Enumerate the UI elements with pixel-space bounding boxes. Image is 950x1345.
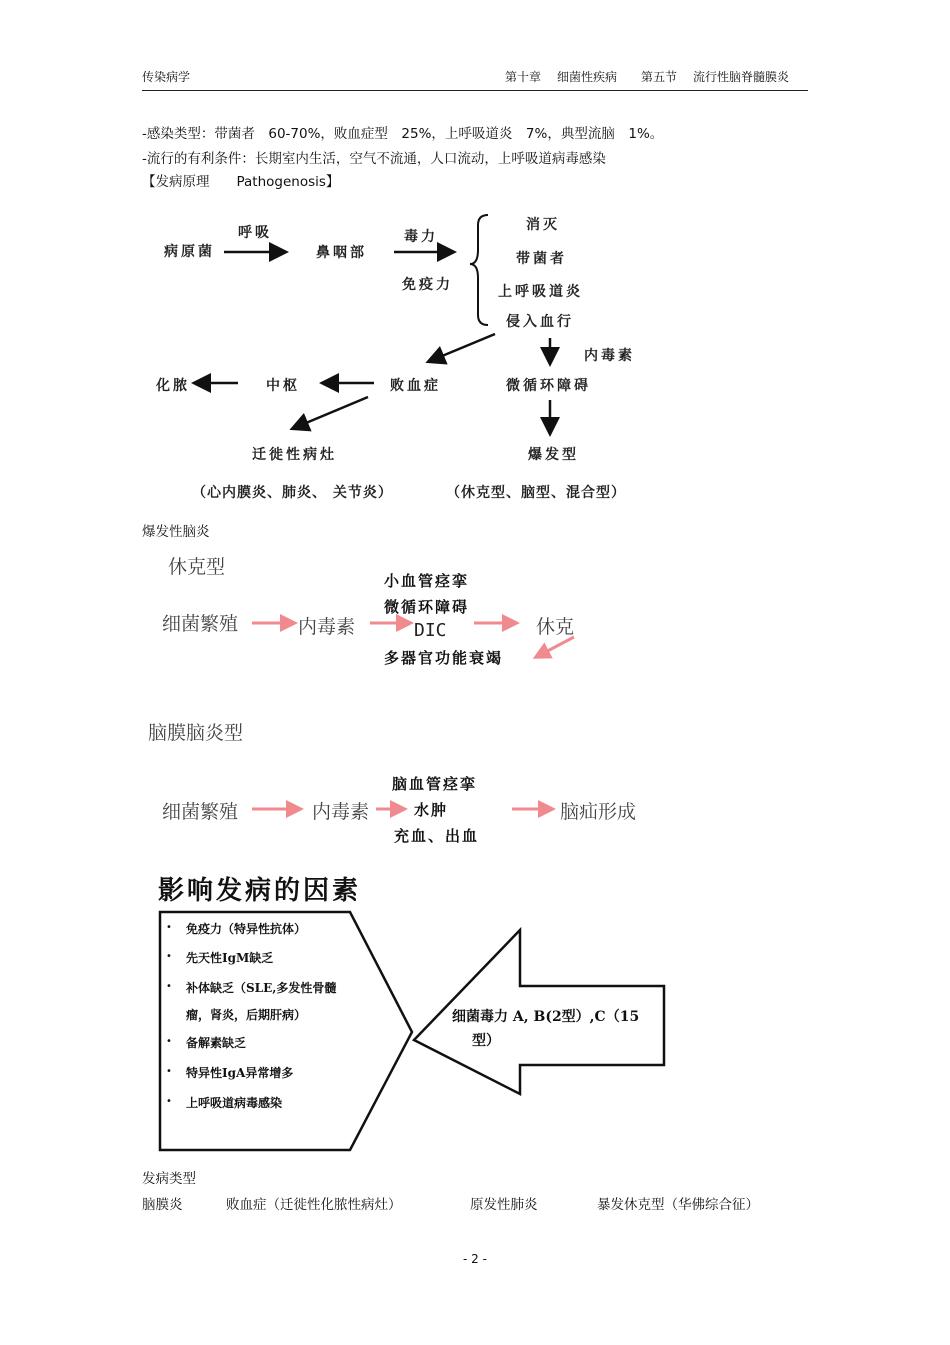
- bullet-icon: •: [166, 1066, 172, 1077]
- bullet-icon: •: [166, 922, 172, 933]
- label-virulence: 毒力: [404, 229, 438, 245]
- bullet-icon: •: [166, 981, 172, 992]
- node-pus: 化脓: [156, 378, 190, 394]
- fulminant-title: 爆发性脑炎: [142, 524, 210, 540]
- epidemic-conditions-line: -流行的有利条件：长期室内生活，空气不流通，人口流动，上呼吸道病毒感染: [142, 151, 606, 167]
- brain-bacteria: 细菌繁殖: [162, 801, 239, 823]
- header-chapter: 第十章: [505, 70, 542, 84]
- node-fulminant: 爆发型: [528, 447, 579, 463]
- onset-types-title: 发病类型: [142, 1171, 196, 1187]
- onset-type-shock: 暴发休克型（华佛综合征）: [597, 1197, 759, 1213]
- outcome-eliminated: 消灭: [526, 217, 560, 233]
- bullet-icon: •: [166, 1096, 172, 1107]
- pathogenesis-heading: 【发病原理 Pathogenosis】: [142, 174, 340, 190]
- shock-organ-failure: 多器官功能衰竭: [384, 649, 504, 667]
- bullet-icon: •: [166, 951, 172, 962]
- outcome-blood-invasion: 侵入血行: [506, 314, 574, 330]
- brain-endotoxin: 内毒素: [312, 801, 370, 823]
- header-course: 传染病学: [142, 70, 191, 84]
- shock-microcirculation: 微循环障碍: [384, 598, 470, 616]
- onset-type-sepsis: 败血症（迁徙性化脓性病灶）: [226, 1197, 402, 1213]
- outcome-carrier: 带菌者: [516, 251, 567, 267]
- factor-item-properdin: 备解素缺乏: [186, 1036, 247, 1050]
- node-metastatic: 迁徙性病灶: [252, 447, 337, 463]
- factors-title: 影响发病的因素: [158, 876, 362, 906]
- arrow-virulence-line2: 型）: [472, 1033, 500, 1049]
- factor-item-igm: 先天性IgM缺乏: [186, 951, 274, 965]
- onset-type-meningitis: 脑膜炎: [142, 1197, 183, 1213]
- header-section-name: 流行性脑脊髓膜炎: [693, 70, 790, 84]
- brain-type-title: 脑膜脑炎型: [148, 722, 244, 744]
- bullet-icon: •: [166, 1036, 172, 1047]
- shock-vasospasm: 小血管痉挛: [384, 572, 470, 590]
- outcome-upper-resp: 上呼吸道炎: [498, 284, 583, 300]
- label-immunity: 免疫力: [402, 277, 453, 293]
- onset-type-pneumonia: 原发性肺炎: [470, 1197, 538, 1213]
- shock-result: 休克: [536, 616, 575, 638]
- node-microcirculation: 微循环障碍: [506, 378, 591, 394]
- page-number: - 2 -: [463, 1252, 487, 1266]
- header-chapter-name: 细菌性疾病: [557, 70, 618, 84]
- shock-bacteria: 细菌繁殖: [162, 613, 239, 635]
- brain-edema: 水肿: [414, 801, 449, 819]
- label-endotoxin: 内毒素: [584, 348, 635, 364]
- brain-hemorrhage: 充血、出血: [394, 827, 480, 845]
- brain-herniation: 脑疝形成: [560, 801, 637, 823]
- note-fulminant: （休克型、脑型、混合型）: [446, 485, 626, 501]
- header-section: 第五节: [641, 70, 678, 84]
- factor-item-complement: 补体缺乏（SLE,多发性骨髓: [186, 981, 337, 995]
- factor-item-iga: 特异性IgA异常增多: [186, 1066, 294, 1080]
- factor-item-viral: 上呼吸道病毒感染: [186, 1096, 283, 1110]
- factor-item-complement-cont: 瘤，肾炎，后期肝病）: [186, 1008, 307, 1022]
- factor-item-immunity: 免疫力（特异性抗体）: [186, 922, 307, 936]
- shock-endotoxin: 内毒素: [298, 616, 356, 638]
- label-breath: 呼吸: [238, 225, 272, 241]
- node-nasopharynx: 鼻咽部: [316, 245, 367, 261]
- node-central: 中枢: [266, 378, 300, 394]
- infection-types-line: -感染类型：带菌者 60-70%，败血症型 25%，上呼吸道炎 7%，典型流脑 1%。: [142, 126, 664, 142]
- brain-vasospasm: 脑血管痉挛: [392, 775, 478, 793]
- note-metastatic: （心内膜炎、肺炎、 关节炎）: [192, 485, 393, 501]
- node-pathogen: 病原菌: [164, 244, 215, 260]
- shock-dic: DIC: [414, 620, 447, 641]
- node-sepsis: 败血症: [390, 378, 441, 394]
- shock-type-title: 休克型: [168, 556, 226, 578]
- arrow-virulence-line1: 细菌毒力 A, B(2型）,C（15: [452, 1009, 640, 1025]
